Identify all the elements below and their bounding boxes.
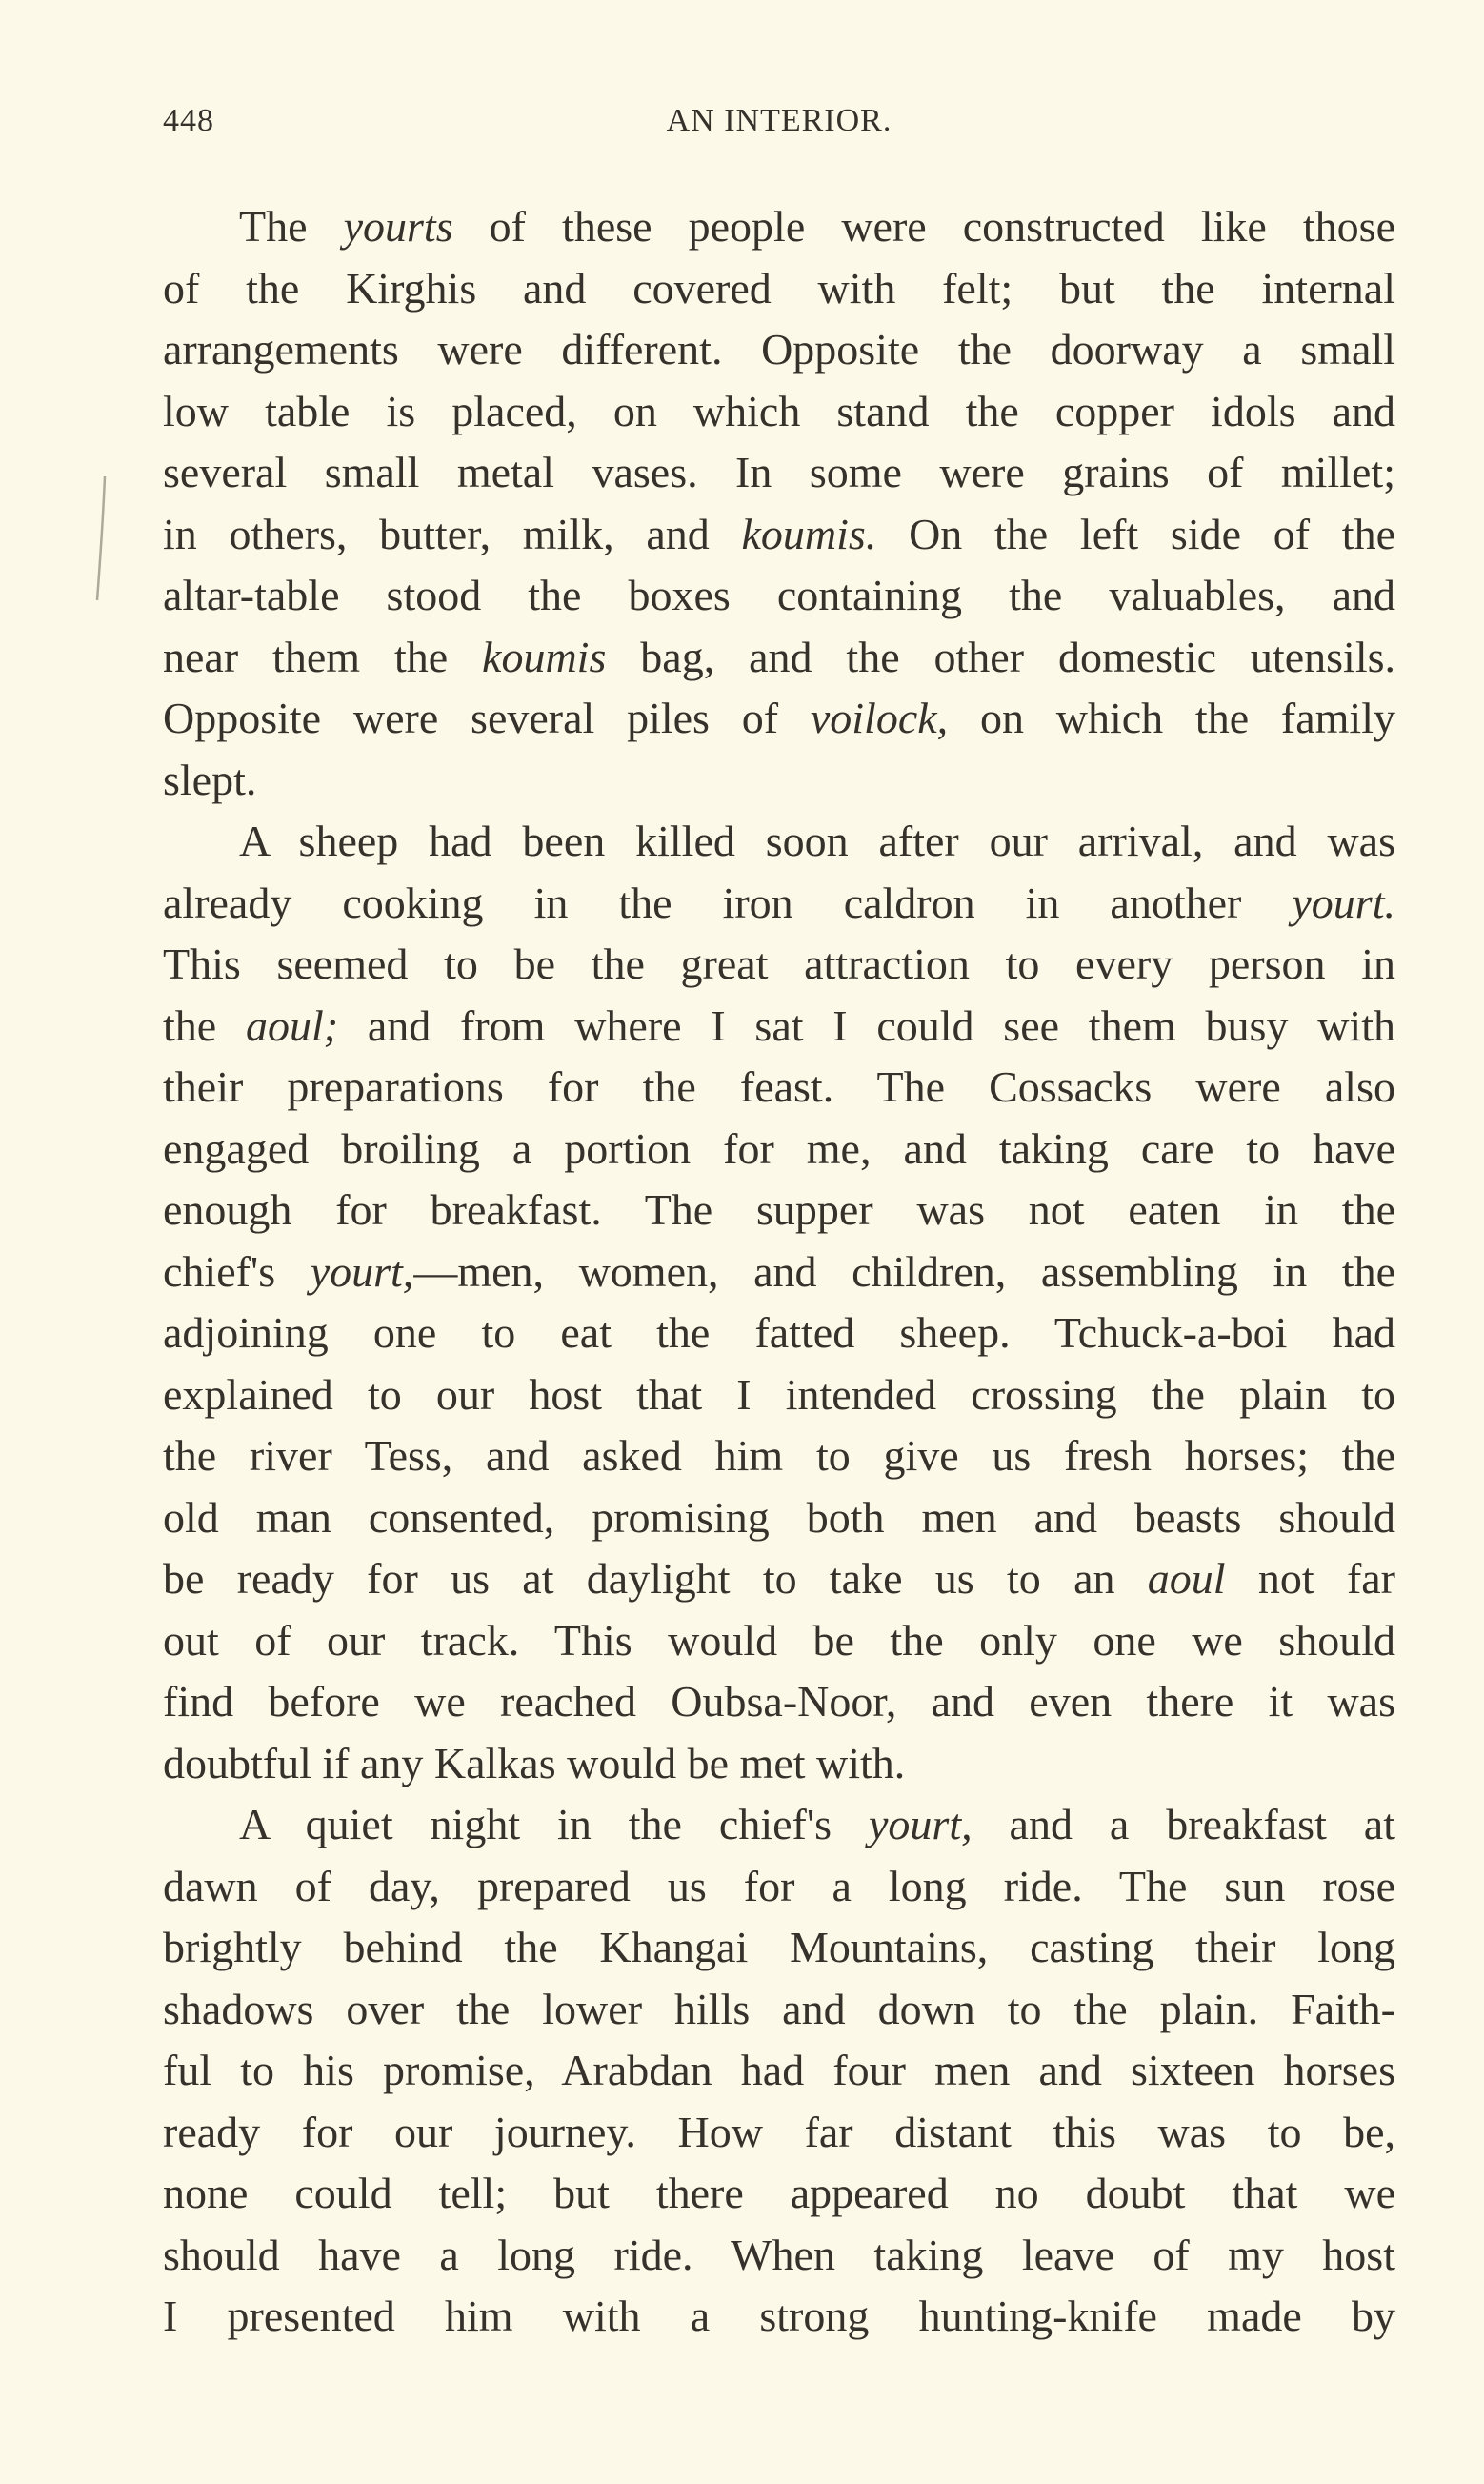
text-segment: none could tell; but there appeared no doubt that we xyxy=(163,2169,1395,2217)
text-segment: ful to his promise, Arabdan had four men and sixteen horses xyxy=(163,2046,1395,2094)
text-segment: their preparations for the feast. The Cossacks were also xyxy=(163,1062,1395,1111)
text-line xyxy=(163,2040,1395,2102)
text-line xyxy=(163,934,1395,996)
text-line xyxy=(163,1364,1395,1426)
text-line xyxy=(163,2286,1395,2348)
text-segment: should have a long ride. When taking leave of my host xyxy=(163,2230,1395,2279)
text-line xyxy=(163,1794,1395,1856)
text-line xyxy=(163,1425,1395,1487)
text-segment: explained to our host that I intended crossing the plain to xyxy=(163,1369,1395,1419)
text-segment: in others, butter, milk, and xyxy=(163,509,742,558)
text-segment: on which the family xyxy=(948,694,1395,742)
text-segment: bag, and the other domestic utensils. xyxy=(606,632,1395,681)
italic-term: aoul xyxy=(1147,1554,1226,1603)
text-segment: arrangements were different. Opposite the doorway a small xyxy=(163,325,1395,374)
italic-term: yourt, xyxy=(869,1800,973,1848)
text-line xyxy=(163,442,1395,504)
text-segment: enough for breakfast. The supper was not eaten in the xyxy=(163,1185,1395,1234)
text-line xyxy=(163,1671,1395,1733)
page-number: 448 xyxy=(163,103,214,138)
italic-term: voilock, xyxy=(810,694,949,742)
text-segment: brightly behind the Khangai Mountains, casting their long xyxy=(163,1923,1395,1971)
text-line xyxy=(163,1856,1395,1918)
text-segment: not far xyxy=(1225,1554,1395,1603)
italic-term: aoul; xyxy=(245,1000,339,1050)
italic-term: koumis. xyxy=(741,509,877,558)
text-segment: several small metal vases. In some were grains of millet; xyxy=(163,448,1395,496)
text-segment: the river Tess, and asked him to give us fresh horses; the xyxy=(163,1431,1395,1480)
text-line xyxy=(163,319,1395,381)
italic-term: yourts xyxy=(343,202,453,251)
text-line xyxy=(163,1487,1395,1549)
text-segment: and a breakfast at xyxy=(972,1800,1395,1848)
text-line xyxy=(163,688,1395,750)
text-line xyxy=(163,381,1395,443)
text-segment: already cooking in the iron caldron in another xyxy=(163,878,1293,927)
text-segment: shadows over the lower hills and down to the plain. Faith- xyxy=(163,1984,1395,2033)
text-line xyxy=(163,1610,1395,1672)
text-segment: A quiet night in the chief's xyxy=(239,1800,869,1848)
text-segment: altar-table stood the boxes containing the valuables, and xyxy=(163,571,1395,619)
text-line xyxy=(163,196,1395,258)
text-segment: chief's xyxy=(163,1246,311,1296)
text-line xyxy=(163,1057,1395,1119)
text-segment: dawn of day, prepared us for a long ride. The sun rose xyxy=(163,1861,1395,1910)
italic-term: yourt, xyxy=(310,1246,414,1296)
text-line xyxy=(163,2102,1395,2164)
text-segment: low table is placed, on which stand the copper idols and xyxy=(163,386,1395,435)
text-segment: On the left side of the xyxy=(876,509,1395,558)
text-segment: and from where I sat I could see them busy with xyxy=(338,1000,1395,1050)
text-line xyxy=(163,1548,1395,1610)
text-segment: near them the xyxy=(163,632,483,681)
text-line xyxy=(163,627,1395,689)
text-segment: Opposite were several piles of xyxy=(163,694,811,742)
text-segment: of the Kirghis and covered with felt; but the internal xyxy=(163,263,1395,313)
text-segment: A sheep had been killed soon after our arrival, and was xyxy=(239,817,1395,865)
text-line xyxy=(163,1242,1395,1303)
pencil-margin-mark xyxy=(84,467,122,610)
text-segment: out of our track. This would be the only one we should xyxy=(163,1615,1395,1665)
text-segment: of these people were constructed like those xyxy=(452,202,1395,251)
text-segment: The xyxy=(239,202,344,251)
text-line xyxy=(163,1917,1395,1979)
italic-term: yourt. xyxy=(1292,878,1395,927)
text-segment: —men, women, and children, assembling in the xyxy=(413,1246,1395,1296)
text-segment: This seemed to be the great attraction to every person in xyxy=(163,939,1395,988)
text-line xyxy=(163,996,1395,1058)
text-line xyxy=(163,811,1395,873)
text-line xyxy=(163,504,1395,566)
text-line xyxy=(163,2225,1395,2287)
page-body-text xyxy=(163,196,1395,2348)
text-segment: ready for our journey. How far distant this was to be, xyxy=(163,2107,1395,2156)
text-segment: old man consented, promising both men and beasts should xyxy=(163,1492,1395,1542)
text-line xyxy=(163,1119,1395,1181)
text-line xyxy=(163,750,1395,812)
text-line xyxy=(163,873,1395,935)
text-line xyxy=(163,1180,1395,1242)
text-segment: slept. xyxy=(163,755,257,804)
italic-term: koumis xyxy=(482,632,607,681)
text-segment: be ready for us at daylight to take us to an xyxy=(163,1554,1148,1603)
text-line xyxy=(163,2163,1395,2225)
text-line xyxy=(163,1733,1395,1795)
text-segment: I presented him with a strong hunting-knife made by xyxy=(163,2292,1395,2340)
text-segment: find before we reached Oubsa-Noor, and even there it was xyxy=(163,1677,1395,1726)
text-line xyxy=(163,258,1395,320)
text-line xyxy=(163,565,1395,627)
text-segment: doubtful if any Kalkas would be met with. xyxy=(163,1738,906,1787)
running-title: AN INTERIOR. xyxy=(666,103,892,138)
text-segment: adjoining one to eat the fatted sheep. Tchuck-a-boi had xyxy=(163,1308,1395,1357)
text-segment: the xyxy=(163,1000,246,1050)
text-line xyxy=(163,1303,1395,1364)
text-segment: engaged broiling a portion for me, and taking care to have xyxy=(163,1123,1395,1173)
text-line xyxy=(163,1979,1395,2041)
